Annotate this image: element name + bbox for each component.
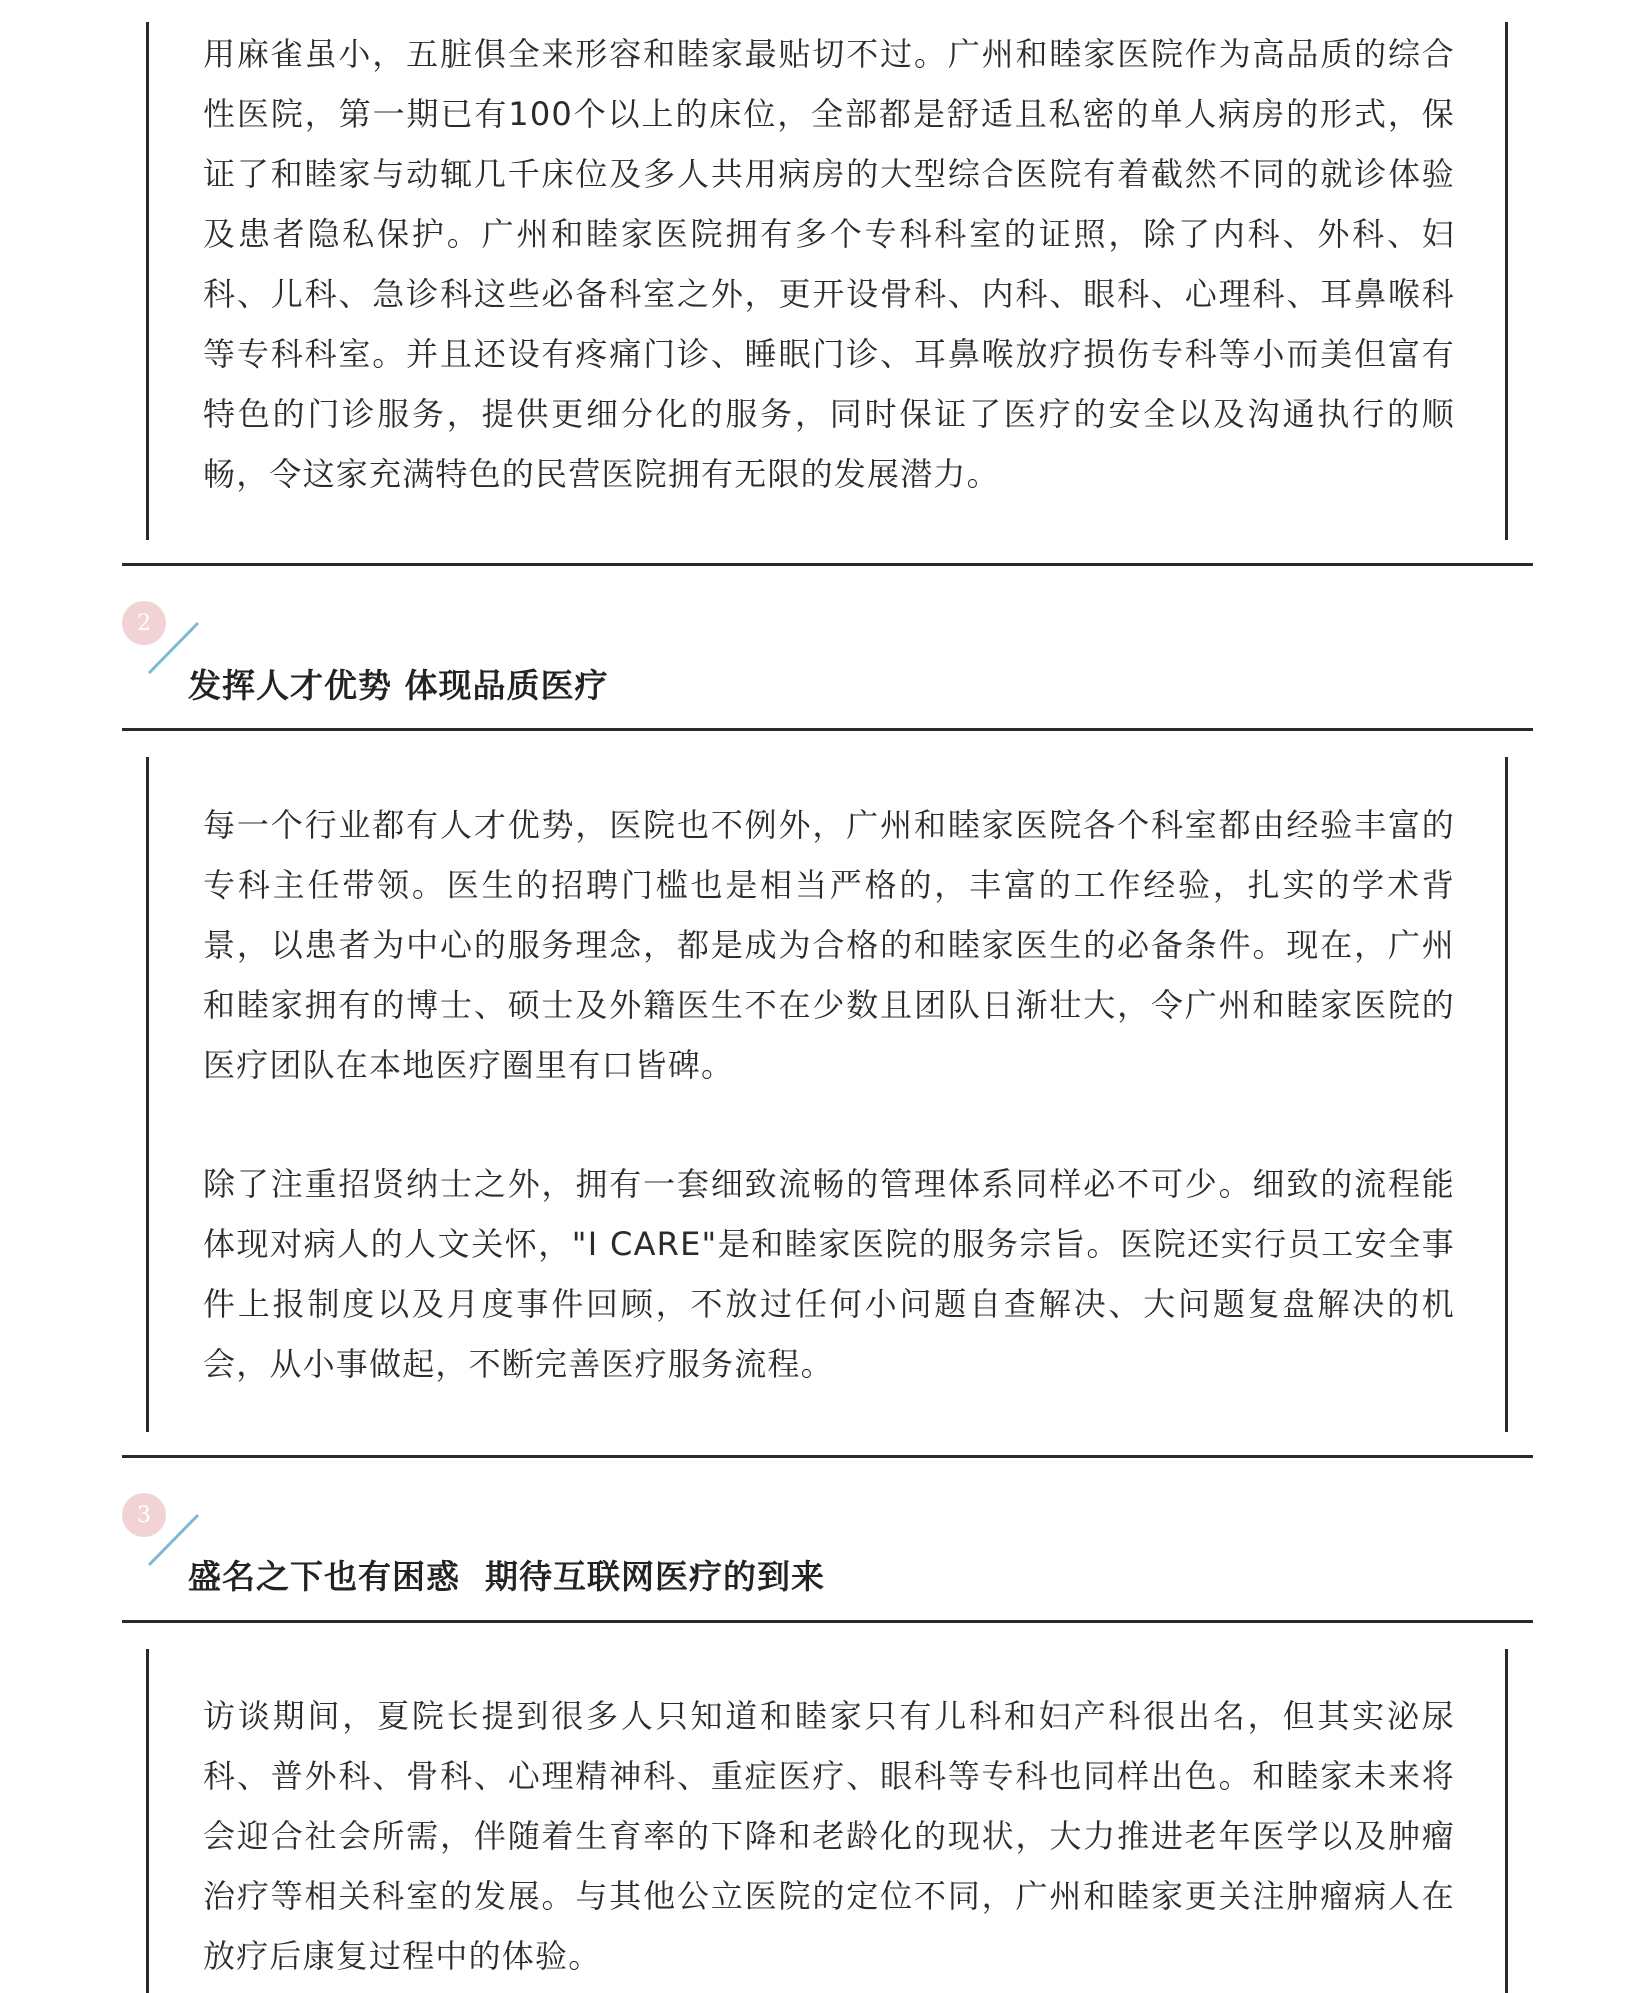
section-2-paragraph-2: 除了注重招贤纳士之外，拥有一套细致流畅的管理体系同样必不可少。细致的流程能体现对病人的人文关怀，"I CARE"是和睦家医院的服务宗旨。医院还实行员工安全事件上报制度以及月度事件回顾，不放过任何小问题自查解决、大问题复盘解决的机会，从小事做起，不断完善医疗服务流程。 xyxy=(203,1165,1455,1383)
section-2-title-divider xyxy=(122,728,1533,731)
section-3-left-border xyxy=(146,1649,149,1993)
section-1-right-border xyxy=(1505,22,1508,540)
section-1-bottom-divider xyxy=(122,563,1533,566)
section-2-bottom-divider xyxy=(122,1455,1533,1458)
section-2-left-border xyxy=(146,757,149,1432)
section-3-number: 3 xyxy=(137,1502,151,1528)
section-2-title: 发挥人才优势 体现品质医疗 xyxy=(188,666,609,705)
section-3-paragraph-1: 访谈期间，夏院长提到很多人只知道和睦家只有儿科和妇产科很出名，但其实泌尿科、普外科、骨科、心理精神科、重症医疗、眼科等专科也同样出色。和睦家未来将会迎合社会所需，伴随着生育率的下降和老龄化的现状，大力推进老年医学以及肿瘤治疗等相关科室的发展。与其他公立医院的定位不同，广州和睦家更关注肿瘤病人在放疗后康复过程中的体验。 xyxy=(203,1697,1455,1975)
section-2-number: 2 xyxy=(137,610,151,636)
section-1-paragraph-1: 用麻雀虽小，五脏俱全来形容和睦家最贴切不过。广州和睦家医院作为高品质的综合性医院，第一期已有100个以上的床位，全部都是舒适且私密的单人病房的形式，保证了和睦家与动辄几千床位及多人共用病房的大型综合医院有着截然不同的就诊体验及患者隐私保护。广州和睦家医院拥有多个专科科室的证照，除了内科、外科、妇科、儿科、急诊科这些必备科室之外，更开设骨科、内科、眼科、心理科、耳鼻喉科等专科科室。并且还设有疼痛门诊、睡眠门诊、耳鼻喉放疗损伤专科等小而美但富有特色的门诊服务，提供更细分化的服务，同时保证了医疗的安全以及沟通执行的顺畅，令这家充满特色的民营医院拥有无限的发展潜力。 xyxy=(203,35,1455,493)
section-2-paragraph-1: 每一个行业都有人才优势，医院也不例外，广州和睦家医院各个科室都由经验丰富的专科主任带领。医生的招聘门槛也是相当严格的，丰富的工作经验，扎实的学术背景，以患者为中心的服务理念，都是成为合格的和睦家医生的必备条件。现在，广州和睦家拥有的博士、硕士及外籍医生不在少数且团队日渐壮大，令广州和睦家医院的医疗团队在本地医疗圈里有口皆碑。 xyxy=(203,806,1455,1084)
section-3-right-border xyxy=(1505,1649,1508,1993)
section-3-title-divider xyxy=(122,1620,1533,1623)
section-2-right-border xyxy=(1505,757,1508,1432)
section-1-left-border xyxy=(146,22,149,540)
section-3-title: 盛名之下也有困惑 期待互联网医疗的到来 xyxy=(188,1557,825,1596)
